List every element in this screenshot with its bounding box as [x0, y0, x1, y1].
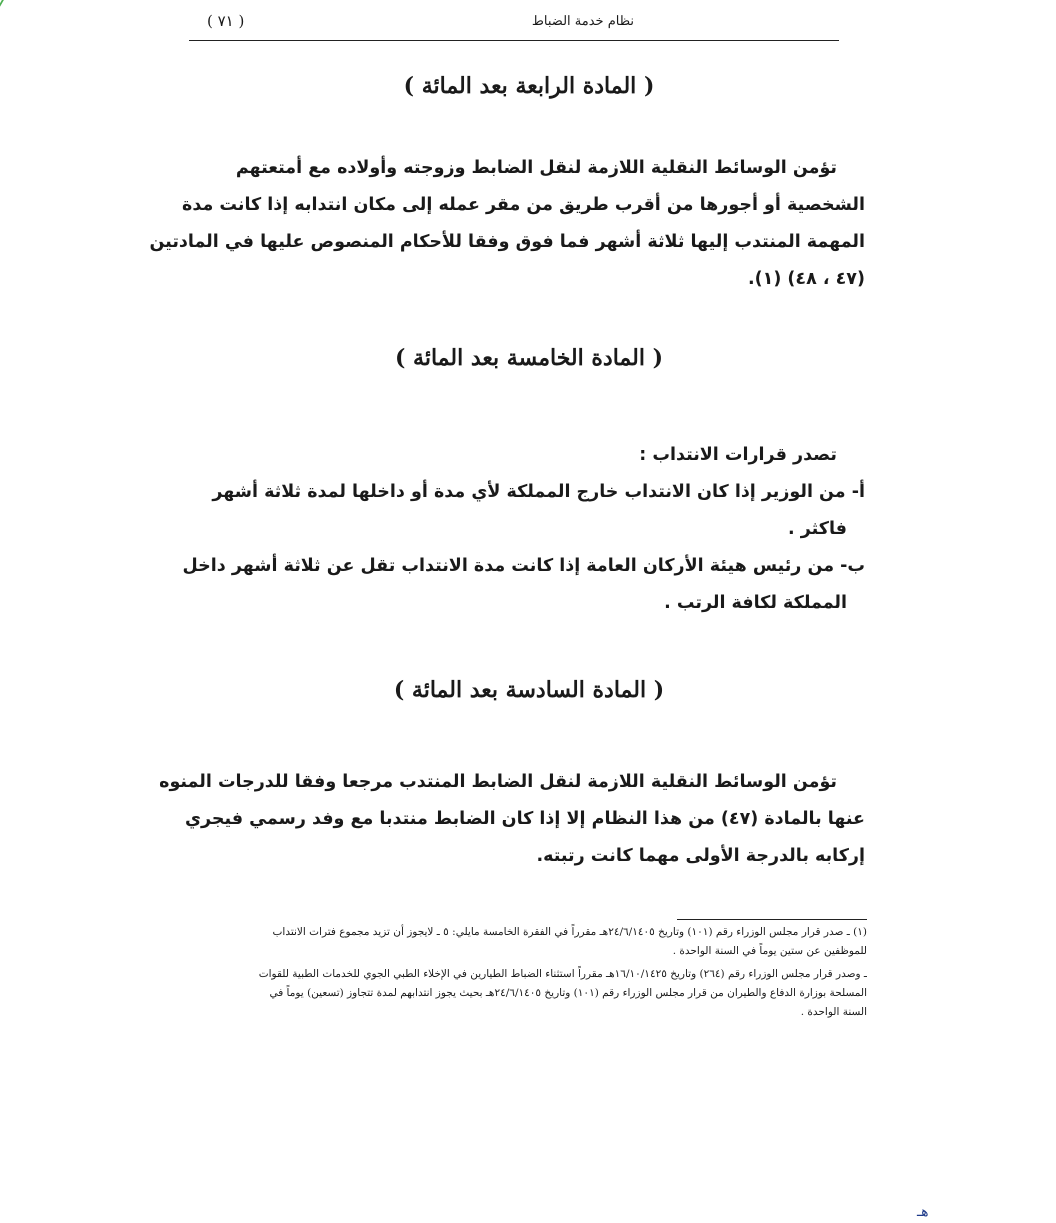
article-106-line: إركابه بالدرجة الأولى مهما كانت رتبته.	[537, 846, 866, 866]
header-title: نظام خدمة الضباط	[532, 14, 635, 29]
article-105-intro: تصدر قرارات الانتداب :	[640, 445, 838, 465]
footnote-divider	[678, 919, 868, 920]
page-header	[190, 6, 840, 41]
list-item-continuation: المملكة لكافة الرتب .	[665, 593, 848, 613]
footnote-line: ـ وصدر قرار مجلس الوزراء رقم (٢٦٤) وتاريخ ١٦/١٠/١٤٢٥هـ مقرراً استثناء الضباط الطيارين في الإخلاء الطبي الجوي للخدمات الطبية للقوات	[259, 968, 868, 980]
article-105-body	[183, 437, 866, 622]
article-104-line: تؤمن الوسائط النقلية اللازمة لنقل الضابط وزوجته وأولاده مع أمتعتهم	[236, 158, 838, 178]
pen-mark-decoration	[0, 0, 19, 10]
corner-mark: هـ	[918, 1204, 930, 1220]
footnote-line: السنة الواحدة .	[801, 1006, 868, 1018]
article-106-body	[160, 764, 866, 875]
list-item-line: أ- من الوزير إذا كان الانتداب خارج المملكة لأي مدة أو داخلها لمدة ثلاثة أشهر	[213, 482, 866, 502]
list-item	[186, 474, 866, 548]
footnote-line: المسلحة بوزارة الدفاع والطيران من قرار مجلس الوزراء رقم (١٠١) وتاريخ ٢٤/٦/١٤٠٥هـ بحيث يجوز انتدابهم لمدة تتجاوز (تسعين) يوماً في	[270, 987, 868, 999]
article-104-line: الشخصية أو أجورها من أقرب طريق من مقر عمله إلى مكان انتدابه إذا كانت مدة	[183, 195, 866, 215]
list-item-line: ب- من رئيس هيئة الأركان العامة إذا كانت مدة الانتداب تقل عن ثلاثة أشهر داخل	[183, 556, 866, 576]
list-item	[183, 548, 866, 622]
page-number: ( ٧١ )	[208, 12, 246, 30]
footnote	[186, 923, 868, 961]
footnote-line: (١) ـ صدر قرار مجلس الوزراء رقم (١٠١) وتاريخ ٢٤/٦/١٤٠٥هـ مقرراً في الفقرة الخامسة مايلي: ٥ ـ لايجوز أن تزيد مجموع فترات الانتداب	[273, 926, 868, 938]
article-106-line: عنها بالمادة (٤٧) من هذا النظام إلا إذا كان الضابط منتدبا مع وفد رسمي فيجري	[185, 809, 866, 829]
article-104-line: المهمة المنتدب إليها ثلاثة أشهر فما فوق وفقا للأحكام المنصوص عليها في المادتين	[150, 232, 866, 252]
article-104-body	[150, 150, 866, 298]
article-104-heading: ( المادة الرابعة بعد المائة )	[404, 73, 656, 99]
footnotes	[186, 923, 868, 1026]
footnote	[186, 965, 868, 1022]
footnote-line: للموظفين عن ستين يوماً في السنة الواحدة .	[673, 945, 868, 957]
article-105-heading: ( المادة الخامسة بعد المائة )	[395, 345, 665, 371]
article-106-line: تؤمن الوسائط النقلية اللازمة لنقل الضابط المنتدب مرجعا وفقا للدرجات المنوه	[160, 772, 838, 792]
article-106-heading: ( المادة السادسة بعد المائة )	[394, 677, 666, 703]
article-104-line: (٤٧ ، ٤٨) (١).	[748, 269, 866, 289]
list-item-continuation: فاكثر .	[789, 519, 848, 539]
